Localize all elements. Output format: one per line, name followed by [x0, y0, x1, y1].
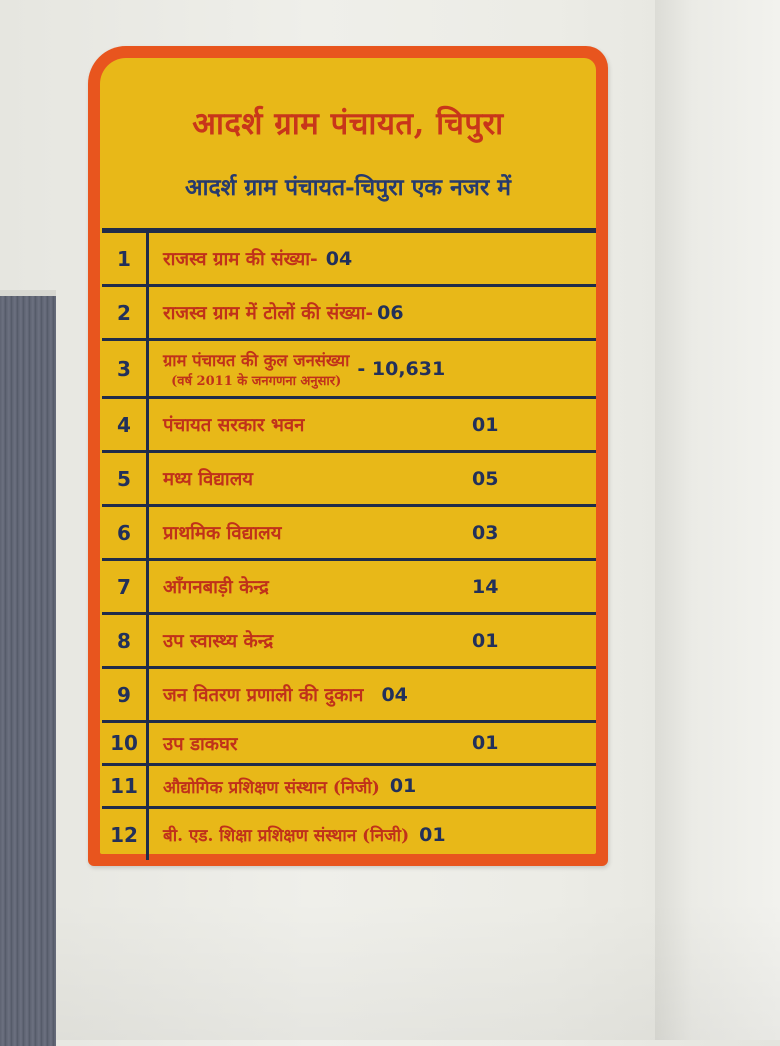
row-value: 04 [325, 247, 353, 270]
table-row [102, 341, 596, 399]
row-value: 01 [472, 413, 499, 436]
row-label: राजस्व ग्राम में टोलों की संख्या- [163, 303, 374, 324]
table-row [102, 809, 596, 860]
row-number: 6 [102, 507, 149, 558]
row-number: 3 [102, 341, 149, 396]
table-row [102, 669, 596, 723]
table-row [102, 507, 596, 561]
row-value: - 10,631 [357, 357, 446, 380]
row-number: 5 [102, 453, 149, 504]
row-label: राजस्व ग्राम की संख्या- [163, 249, 318, 270]
table-row [102, 453, 596, 507]
row-label: उप स्वास्थ्य केन्द्र [163, 631, 274, 652]
row-label: जन वितरण प्रणाली की दुकान [163, 685, 364, 706]
row-label: आँगनबाड़ी केन्द्र [163, 577, 269, 598]
table-row [102, 233, 596, 287]
row-label: मध्य विद्यालय [163, 469, 253, 490]
row-value: 01 [472, 732, 499, 754]
row-number: 1 [102, 233, 149, 284]
row-number: 10 [102, 723, 149, 763]
row-value: 03 [472, 521, 499, 544]
row-label: बी. एड. शिक्षा प्रशिक्षण संस्थान (निजी) [163, 826, 410, 846]
row-value: 01 [419, 823, 446, 846]
row-number: 2 [102, 287, 149, 338]
row-value: 14 [472, 575, 499, 598]
wall-corner [655, 0, 780, 1040]
table-row [102, 287, 596, 341]
row-label: प्राथमिक विद्यालय [163, 523, 282, 544]
row-number: 12 [102, 809, 149, 860]
table-row [102, 399, 596, 453]
row-number: 9 [102, 669, 149, 720]
board-subtitle: आदर्श ग्राम पंचायत-चिपुरा एक नजर में [184, 174, 512, 201]
info-board [88, 46, 608, 866]
wall-lower [56, 900, 780, 1040]
board-panel [100, 58, 596, 854]
row-label: ग्राम पंचायत की कुल जनसंख्या [163, 351, 350, 370]
row-note: (वर्ष 2011 के जनगणना अनुसार) [171, 374, 342, 389]
row-value: 01 [472, 629, 499, 652]
row-value: 05 [472, 467, 499, 490]
facts-table [102, 228, 596, 860]
row-label: उप डाकघर [163, 733, 238, 755]
table-row [102, 766, 596, 809]
row-value: 01 [389, 775, 417, 797]
row-value: 04 [381, 683, 408, 706]
table-row [102, 723, 596, 766]
board-title: आदर्श ग्राम पंचायत, चिपुरा [192, 106, 504, 142]
row-number: 8 [102, 615, 149, 666]
door-panel [0, 290, 56, 1046]
row-number: 7 [102, 561, 149, 612]
table-row [102, 615, 596, 669]
row-number: 4 [102, 399, 149, 450]
row-value: 06 [377, 301, 404, 324]
row-number: 11 [102, 766, 149, 806]
row-label-group [149, 348, 349, 389]
row-label: औद्योगिक प्रशिक्षण संस्थान (निजी) [163, 777, 380, 798]
row-label: पंचायत सरकार भवन [163, 415, 305, 436]
table-row [102, 561, 596, 615]
